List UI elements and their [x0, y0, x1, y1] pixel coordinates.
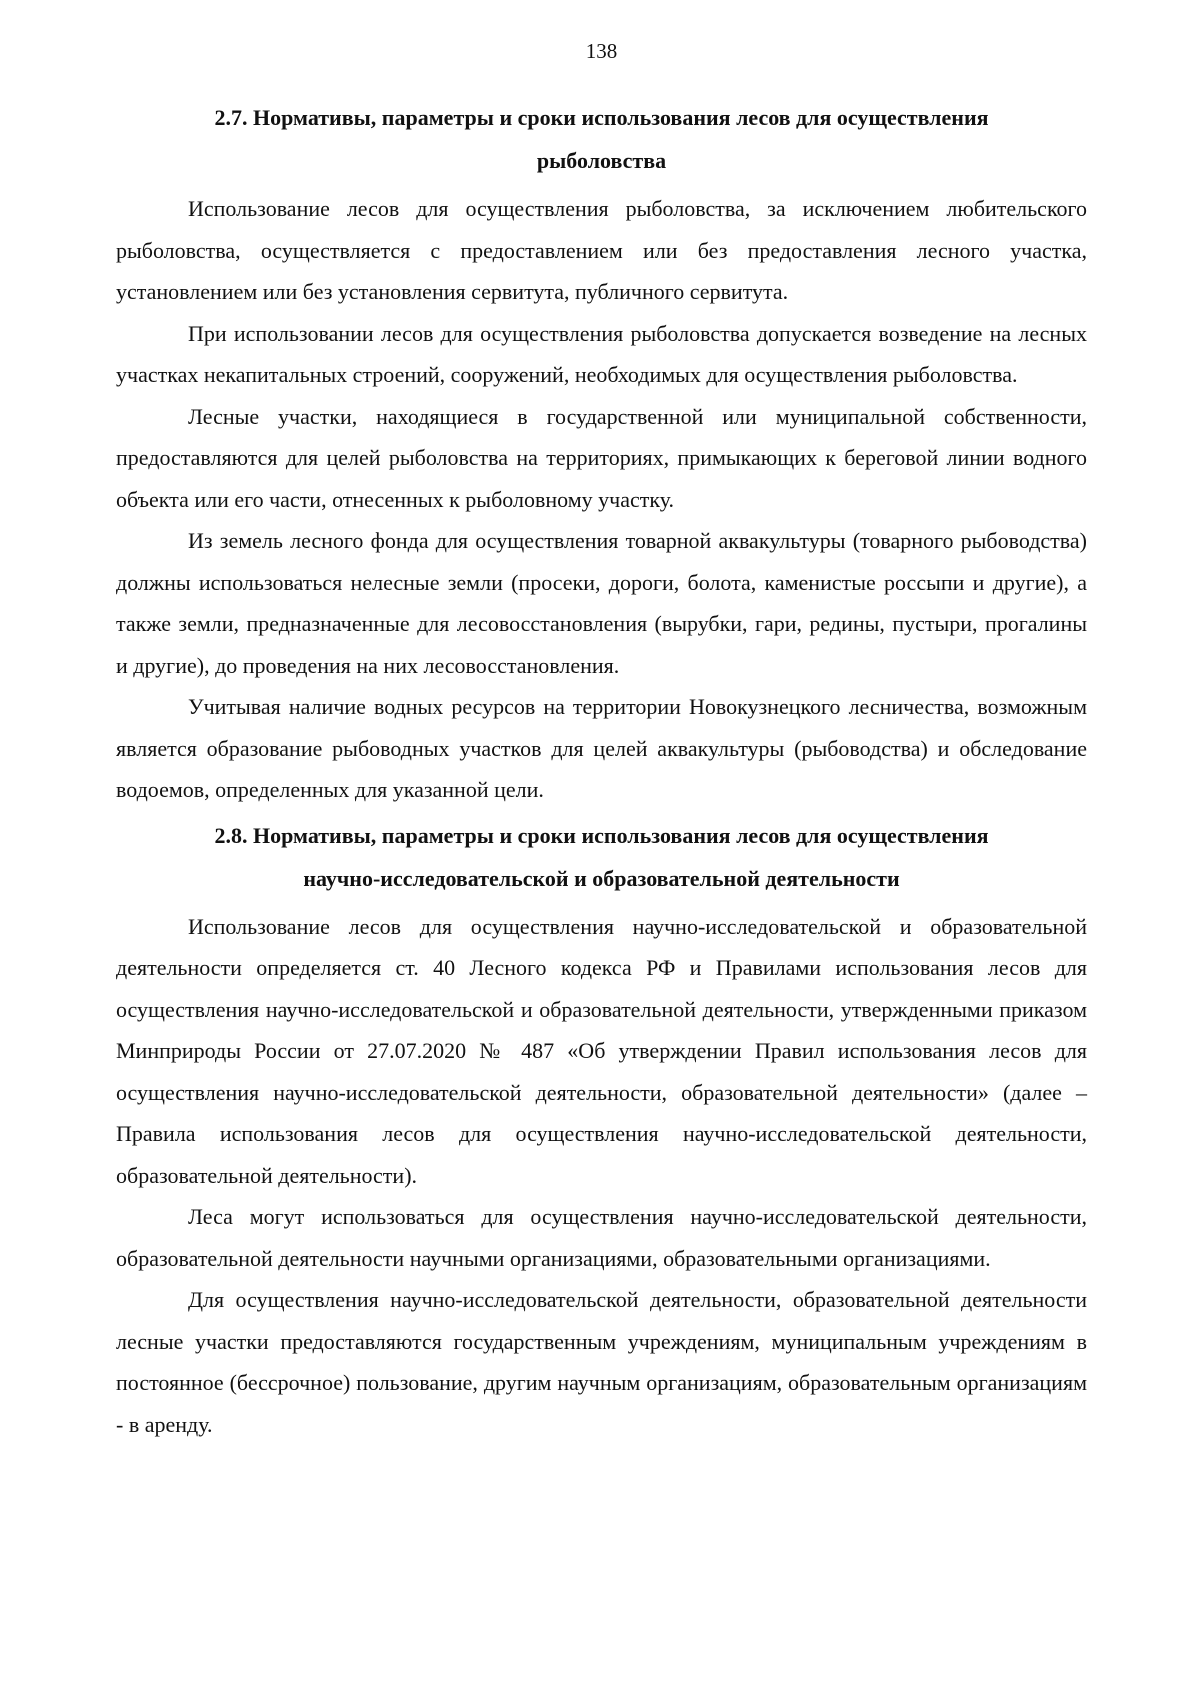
page-number: 138 — [585, 39, 618, 63]
paragraph: Для осуществления научно-исследовательской деятельности, образовательной деятельности лесные участки предоставляются государственным учреждениям, муниципальным учреждениям в постоянное (бессрочное) пользование, другим научным организациям, образовательным организациям - в аренду. — [116, 1287, 1087, 1437]
paragraph: Леса могут использоваться для осуществления научно-исследовательской деятельности, образовательной деятельности научными организациями, образовательными организациями. — [116, 1204, 1087, 1271]
paragraph: Учитывая наличие водных ресурсов на территории Новокузнецкого лесничества, возможным является образование рыбоводных участков для целей аквакультуры (рыбоводства) и обследование водоемов, определенных для указанной цели. — [116, 694, 1087, 802]
paragraph: Лесные участки, находящиеся в государственной или муниципальной собственности, предоставляются для целей рыболовства на территориях, примыкающих к береговой линии водного объекта или его части, отнесенных к рыболовному участку. — [116, 403, 1087, 512]
section-research-education — [116, 814, 1087, 1446]
paragraph: Использование лесов для осуществления рыболовства, за исключением любительского рыболовства, осуществляется с предоставлением или без предоставления лесного участка, установлением или без установления сервитута, публичного сервитута. — [116, 196, 1087, 304]
paragraph: При использовании лесов для осуществления рыболовства допускается возведение на лесных участках некапитальных строений, сооружений, необходимых для осуществления рыболовства. — [116, 320, 1087, 387]
section-heading: 2.8. Нормативы, параметры и сроки использования лесов для осуществления научно-исследовательской и образовательной деятельности — [214, 822, 989, 891]
paragraph: Использование лесов для осуществления научно-исследовательской и образовательной деятельности определяется ст. 40 Лесного кодекса РФ и Правилами использования лесов для осуществления научно-исследовательской и образовательной деятельности, утвержденными приказом Минприроды России от 27.07.2020 № 487 «Об утверждении Правил использования лесов для осуществления научно-исследовательской деятельности, образовательной деятельности» (далее – Правила использования лесов для осуществления научно-исследовательской деятельности, образовательной деятельности). — [116, 913, 1087, 1188]
section-fishing — [116, 96, 1087, 811]
paragraph: Из земель лесного фонда для осуществления товарной аквакультуры (товарного рыбоводства) должны использоваться нелесные земли (просеки, дороги, болота, каменистые россыпи и другие), а также земли, предназначенные для лесовосстановления (вырубки, гари, редины, пустыри, прогалины и другие), до проведения на них лесовосстановления. — [116, 528, 1087, 678]
section-heading: 2.7. Нормативы, параметры и сроки использования лесов для осуществления рыболовства — [214, 105, 989, 173]
